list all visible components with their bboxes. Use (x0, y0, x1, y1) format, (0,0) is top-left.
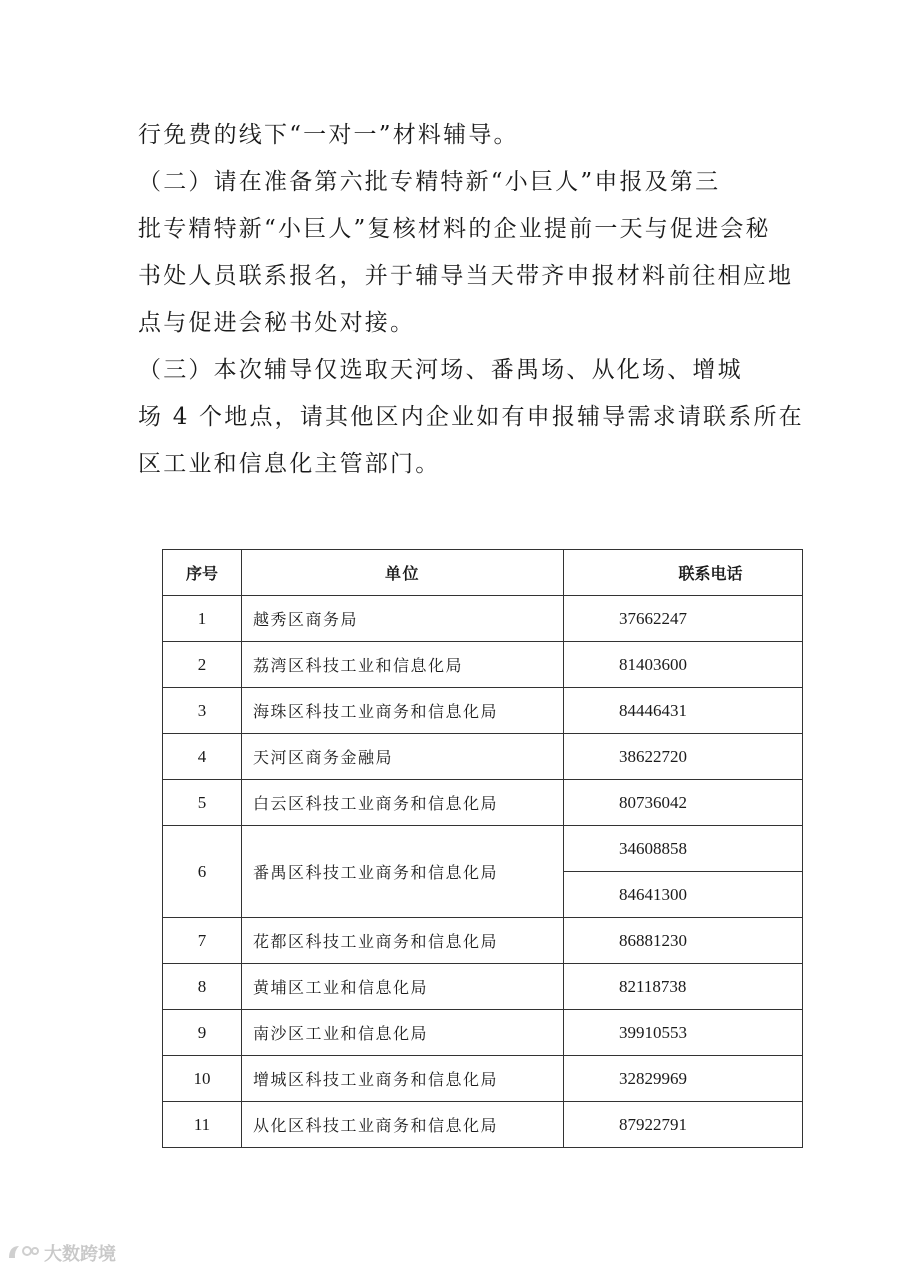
table-row (163, 964, 803, 1010)
header-tel: 联系电话 (564, 550, 803, 596)
text-line: 场 4 个地点，请其他区内企业如有申报辅导需求请联系所在 (138, 404, 804, 430)
row-unit: 天河区商务金融局 (242, 734, 564, 780)
table-row (163, 734, 803, 780)
table-row (163, 1056, 803, 1102)
header-unit: 单位 (242, 550, 564, 596)
row-no: 11 (163, 1102, 242, 1148)
text-line: 点与促进会秘书处对接。 (138, 310, 416, 336)
text-line: 行免费的线下“一对一”材料辅导。 (138, 122, 519, 148)
row-no: 7 (163, 918, 242, 964)
text-line: （二）请在准备第六批专精特新“小巨人”申报及第三 (138, 169, 721, 195)
table-row (163, 596, 803, 642)
row-no: 6 (163, 826, 242, 918)
paragraph-continuation (138, 112, 778, 159)
row-tel: 86881230 (564, 918, 803, 964)
table-row (163, 1010, 803, 1056)
row-tel: 32829969 (564, 1056, 803, 1102)
contact-table (162, 549, 803, 1148)
watermark (6, 1240, 116, 1266)
table-row (163, 642, 803, 688)
row-tel: 84446431 (564, 688, 803, 734)
row-tel: 80736042 (564, 780, 803, 826)
text-line: （三）本次辅导仅选取天河场、番禺场、从化场、增城 (138, 357, 743, 383)
row-unit: 海珠区科技工业商务和信息化局 (242, 688, 564, 734)
row-no: 5 (163, 780, 242, 826)
row-unit: 番禺区科技工业商务和信息化局 (242, 826, 564, 918)
table-row (163, 918, 803, 964)
row-unit: 增城区科技工业商务和信息化局 (242, 1056, 564, 1102)
paragraph-item-3 (138, 347, 804, 488)
row-tel: 81403600 (564, 642, 803, 688)
row-unit: 越秀区商务局 (242, 596, 564, 642)
row-no: 2 (163, 642, 242, 688)
table-row (163, 1102, 803, 1148)
row-tel: 39910553 (564, 1010, 803, 1056)
paragraph-item-2 (138, 159, 794, 347)
row-unit: 花都区科技工业商务和信息化局 (242, 918, 564, 964)
row-unit: 南沙区工业和信息化局 (242, 1010, 564, 1056)
row-unit: 黄埔区工业和信息化局 (242, 964, 564, 1010)
text-line: 批专精特新“小巨人”复核材料的企业提前一天与促进会秘 (138, 216, 771, 242)
table-row (163, 780, 803, 826)
text-line: 书处人员联系报名，并于辅导当天带齐申报材料前往相应地 (138, 263, 794, 289)
row-tel: 37662247 (564, 596, 803, 642)
row-tel: 87922791 (564, 1102, 803, 1148)
row-tel: 34608858 (564, 826, 803, 872)
row-unit: 白云区科技工业商务和信息化局 (242, 780, 564, 826)
header-no: 序号 (163, 550, 242, 596)
row-unit: 从化区科技工业商务和信息化局 (242, 1102, 564, 1148)
watermark-text: 大数跨境 (44, 1244, 116, 1265)
row-no: 1 (163, 596, 242, 642)
row-tel-secondary: 84641300 (564, 872, 803, 918)
row-unit: 荔湾区科技工业和信息化局 (242, 642, 564, 688)
table-row (163, 826, 803, 872)
row-tel: 38622720 (564, 734, 803, 780)
row-no: 9 (163, 1010, 242, 1056)
row-no: 4 (163, 734, 242, 780)
text-line: 区工业和信息化主管部门。 (138, 451, 441, 477)
row-no: 8 (163, 964, 242, 1010)
watermark-logo-icon (6, 1242, 40, 1264)
row-no: 3 (163, 688, 242, 734)
row-no: 10 (163, 1056, 242, 1102)
row-tel: 82118738 (564, 964, 803, 1010)
table-header-row (163, 550, 803, 596)
table-row (163, 688, 803, 734)
